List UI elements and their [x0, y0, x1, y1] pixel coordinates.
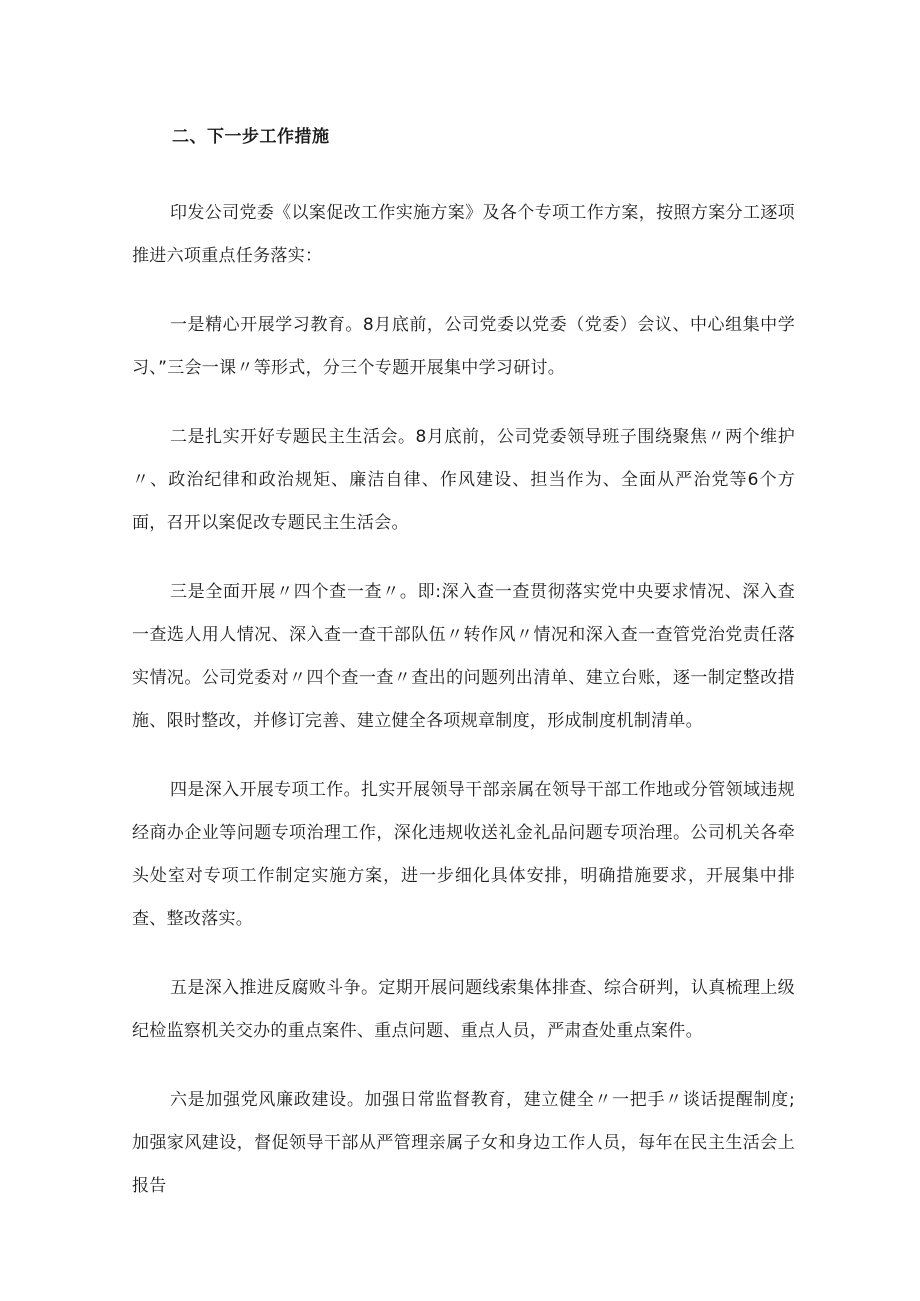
paragraph-intro: 印发公司党委《以案促改工作实施方案》及各个专项工作方案，按照方案分工逐项推进六项重点任务落实： [132, 203, 795, 266]
paragraph-clean-governance: 六是加强党风廉政建设。加强日常监督教育，建立健全〃一把手〃谈话提醒制度;加强家风建设，督促领导干部从严管理亲属子女和身边工作人员，每年在民主生活会上报告 [132, 1090, 795, 1196]
paragraph-four-checks: 三是全面开展〃四个查一查〃。即:深入查一查贯彻落实党中央要求情况、深入查一查选人用人情况、深入查一查干部队伍〃转作风〃情况和深入查一查管党治党责任落实情况。公司党委对〃四个查一查〃查出的问题列出清单、建立台账，逐一制定整改措施、限时整改，并修订完善、建立健全各项规章制度，形成制度机制清单。 [132, 582, 795, 731]
section-heading: 二、下一步工作措施 [172, 127, 330, 147]
paragraph-anti-corruption: 五是深入推进反腐败斗争。定期开展问题线索集体排查、综合研判，认真梳理上级纪检监察机关交办的重点案件、重点问题、重点人员，严肃查处重点案件。 [132, 978, 795, 1041]
paragraph-special-work: 四是深入开展专项工作。扎实开展领导干部亲属在领导干部工作地或分管领域违规经商办企业等问题专项治理工作，深化违规收送礼金礼品问题专项治理。公司机关各牵头处室对专项工作制定实施方案，进一步细化具体安排，明确措施要求，开展集中排查、整改落实。 [132, 780, 795, 929]
paragraph-democratic-life-meeting: 二是扎实开好专题民主生活会。8月底前，公司党委领导班子围绕聚焦〃两个维护〃、政治纪律和政治规矩、廉洁自律、作风建设、担当作为、全面从严治党等6个方面，召开以案促改专题民主生活会。 [132, 427, 795, 533]
paragraph-study-education: 一是精心开展学习教育。8月底前，公司党委以党委（党委）会议、中心组集中学习、”三会一课〃等形式，分三个专题开展集中学习研讨。 [132, 315, 795, 378]
